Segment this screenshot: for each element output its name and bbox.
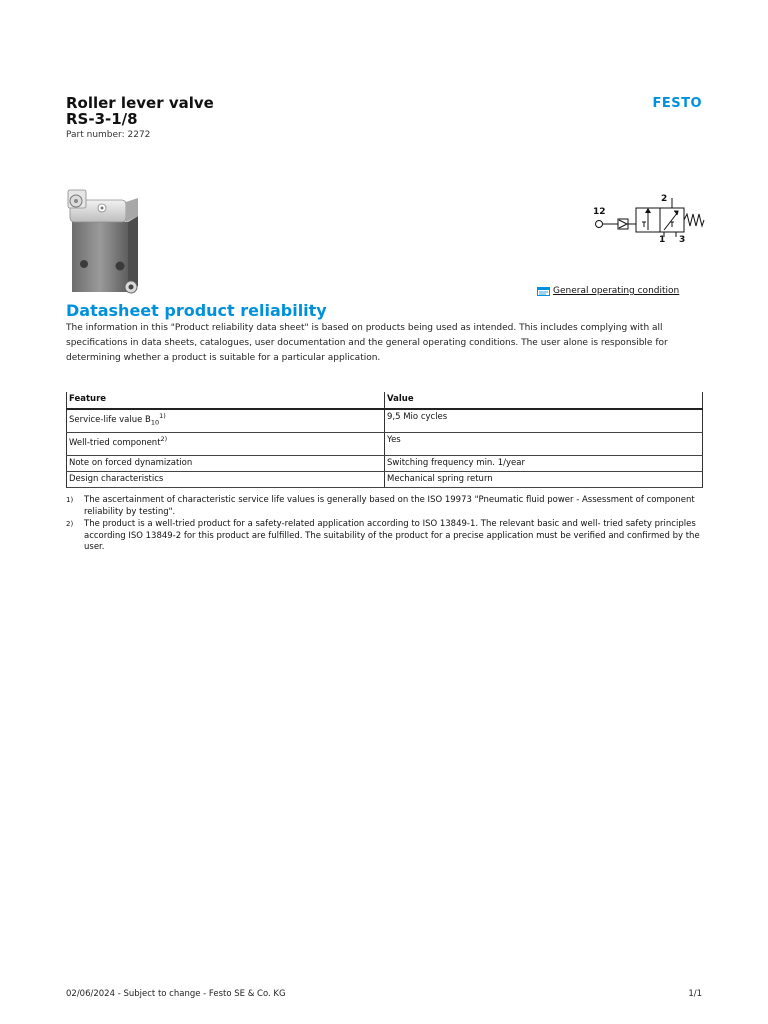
value-cell: Yes xyxy=(385,432,703,455)
section-heading: Datasheet product reliability xyxy=(66,301,327,320)
footnote-item xyxy=(66,519,706,554)
page-number: 1/1 xyxy=(688,989,702,999)
column-header-feature: Feature xyxy=(67,392,385,409)
product-type: RS-3-1/8 xyxy=(66,110,138,128)
footnote-number: 1) xyxy=(66,496,74,504)
footnotes xyxy=(66,495,706,555)
valve-symbol-diagram xyxy=(590,190,706,244)
feature-cell: Design characteristics xyxy=(67,471,385,487)
port-12-label: 12 xyxy=(593,207,606,217)
value-cell: 9,5 Mio cycles xyxy=(385,409,703,432)
footer-text: 02/06/2024 - Subject to change - Festo SE & Co. KG xyxy=(66,989,286,999)
footnote-number: 2) xyxy=(66,520,74,528)
reliability-table xyxy=(66,392,703,488)
column-header-value: Value xyxy=(385,392,703,409)
footnote-text: The product is a well-tried product for a safety-related application according to ISO 13849-1. The relevant basic and well- tried safety principles according ISO 13849-2 for this product are fulfilled. The suitability of the product for a precise application must be verified and confirmed by the user. xyxy=(84,519,700,552)
intro-paragraph: The information in this "Product reliability data sheet" is based on products being used as intended. This includes complying with all specifications in data sheets, catalogues, user documentation and the general operating conditions. The user alone is responsible for determining whether a product is suitable for a particular application. xyxy=(66,323,668,363)
port-1-label: 1 xyxy=(659,235,666,244)
table-row xyxy=(67,471,703,487)
feature-cell: Well-tried component$^{2)}$ xyxy=(67,432,385,455)
feature-cell: Note on forced dynamization xyxy=(67,455,385,471)
table-row xyxy=(67,455,703,471)
footnote-item xyxy=(66,495,706,518)
port-3-label: 3 xyxy=(679,235,686,244)
table-row xyxy=(67,409,703,432)
value-cell: Switching frequency min. 1/year xyxy=(385,455,703,471)
festo-logo: FESTO xyxy=(652,96,702,111)
table-row xyxy=(67,432,703,455)
value-cell: Mechanical spring return xyxy=(385,471,703,487)
product-image xyxy=(66,186,146,298)
product-name: Roller lever valve xyxy=(66,94,214,112)
part-number: Part number: 2272 xyxy=(66,130,151,140)
general-operating-condition-link[interactable] xyxy=(537,286,679,296)
pdf-document-icon xyxy=(537,287,550,296)
general-operating-condition-label: General operating condition xyxy=(553,286,680,296)
feature-cell: Service-life value $B_{10}^{1)}$ xyxy=(67,409,385,432)
footnote-text: The ascertainment of characteristic service life values is generally based on the ISO 19973 "Pneumatic fluid power - Assessment of component reliability by testing". xyxy=(84,495,695,517)
table-header-row xyxy=(67,392,703,409)
port-2-label: 2 xyxy=(661,194,668,204)
product-title xyxy=(66,95,214,127)
